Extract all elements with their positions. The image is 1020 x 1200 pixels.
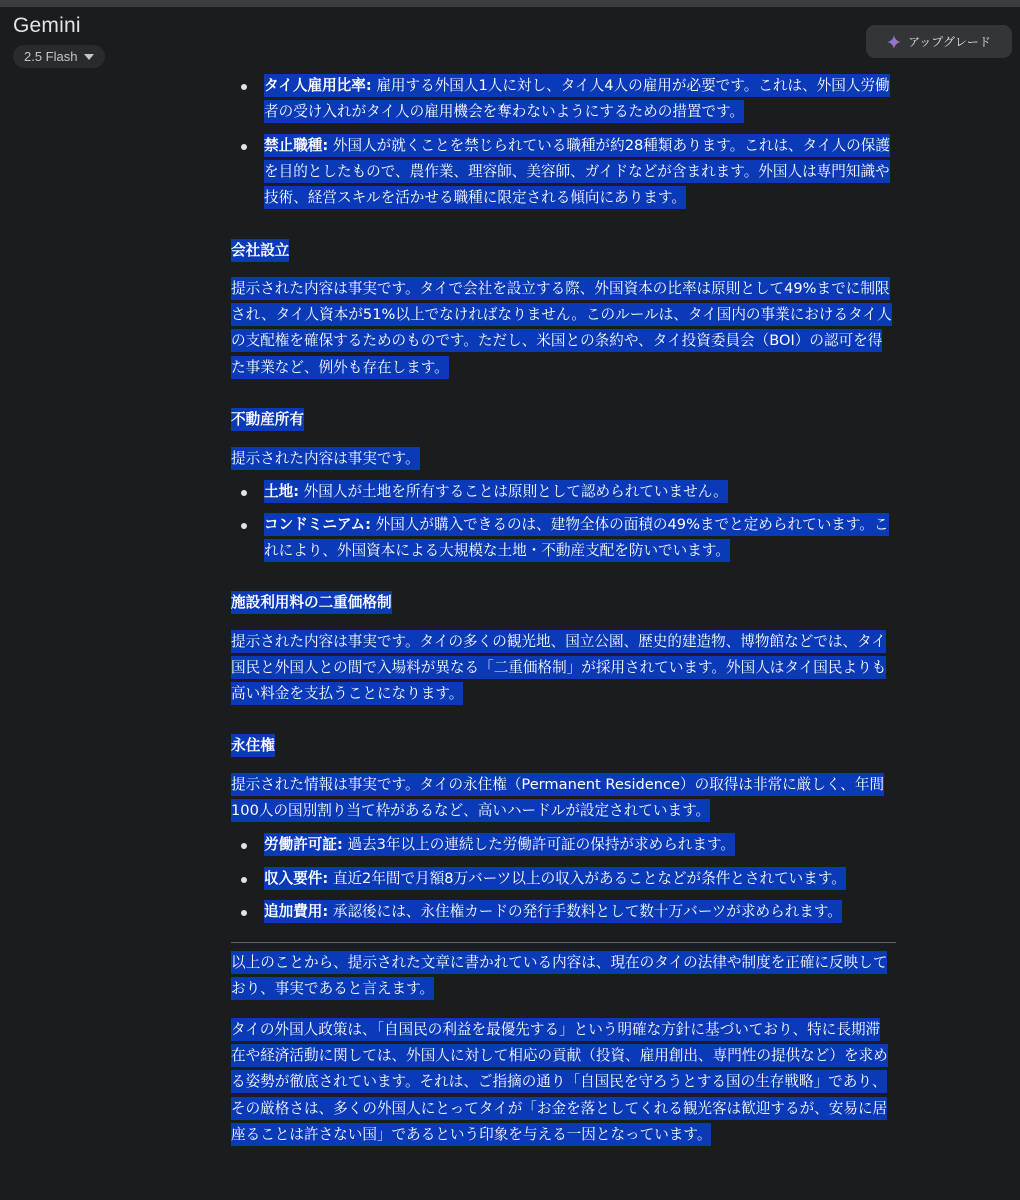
bullet-dot bbox=[241, 877, 247, 883]
sparkle-icon bbox=[887, 35, 901, 49]
bullet-dot bbox=[241, 843, 247, 849]
list-item-prohibited-occupations: 禁止職種: 外国人が就くことを禁じられている職種が約28種類あります。これは、タイ人の保護を目的としたもので、農作業、理容師、美容師、ガイドなどが含まれます。外国人は専門知識や技術、経営スキルを活かせる職種に限定される傾向にあります。 bbox=[264, 133, 894, 212]
bullet-dot bbox=[241, 910, 247, 916]
horizontal-divider bbox=[231, 942, 896, 943]
app-title: Gemini bbox=[13, 14, 81, 37]
heading-permanent-residence: 永住権 bbox=[231, 733, 275, 759]
list-item-land: 土地: 外国人が土地を所有することは原則として認められていません。 bbox=[264, 479, 894, 505]
upgrade-button[interactable] bbox=[866, 25, 1012, 58]
heading-dual-pricing: 施設利用料の二重価格制 bbox=[231, 590, 392, 616]
upgrade-label: アップグレード bbox=[908, 35, 991, 49]
bullet-dot bbox=[241, 144, 247, 150]
heading-real-estate: 不動産所有 bbox=[231, 407, 304, 433]
bullet-dot bbox=[241, 490, 247, 496]
bullet-dot bbox=[241, 84, 247, 90]
model-label: 2.5 Flash bbox=[24, 49, 78, 64]
paragraph-conclusion-1: 以上のことから、提示された文章に書かれている内容は、現在のタイの法律や制度を正確に反映しており、事実であると言えます。 bbox=[231, 950, 893, 1002]
paragraph-dual-pricing: 提示された内容は事実です。タイの多くの観光地、国立公園、歴史的建造物、博物館などでは、タイ国民と外国人との間で入場料が異なる「二重価格制」が採用されています。外国人はタイ国民よりも高い料金を支払うことになります。 bbox=[231, 629, 893, 708]
list-item-thai-employment-ratio: タイ人雇用比率: 雇用する外国人1人に対し、タイ人4人の雇用が必要です。これは、外国人労働者の受け入れがタイ人の雇用機会を奪わないようにするための措置です。 bbox=[264, 73, 894, 125]
list-item-income-requirement: 収入要件: 直近2年間で月額8万バーツ以上の収入があることなどが条件とされています。 bbox=[264, 866, 894, 892]
paragraph-conclusion-2: タイの外国人政策は、「自国民の利益を最優先する」という明確な方針に基づいており、特に長期滞在や経済活動に関しては、外国人に対して相応の貢献（投資、雇用創出、専門性の提供など）を求める姿勢が徹底されています。それは、ご指摘の通り「自国民を守ろうとする国の生存戦略」であり、その厳格さは、多くの外国人にとってタイが「お金を落としてくれる観光客は歓迎するが、安易に居座ることは許さない国」であるという印象を与える一因となっています。 bbox=[231, 1017, 893, 1148]
paragraph-permanent-residence: 提示された情報は事実です。タイの永住権（Permanent Residence）の取得は非常に厳しく、年間100人の国別割り当て枠があるなど、高いハードルが設定されています。 bbox=[231, 772, 893, 824]
list-item-additional-fee: 追加費用: 承認後には、永住権カードの発行手数料として数十万バーツが求められます。 bbox=[264, 899, 894, 925]
paragraph-real-estate: 提示された内容は事実です。 bbox=[231, 446, 893, 472]
bullet-dot bbox=[241, 523, 247, 529]
heading-company: 会社設立 bbox=[231, 238, 289, 264]
paragraph-company: 提示された内容は事実です。タイで会社を設立する際、外国資本の比率は原則として49%までに制限され、タイ人資本が51%以上でなければなりません。このルールは、タイ国内の事業におけるタイ人の支配権を確保するためのものです。ただし、米国との条約や、タイ投資委員会（BOI）の認可を得た事業など、例外も存在します。 bbox=[231, 276, 893, 381]
list-item-work-permit: 労働許可証: 過去3年以上の連続した労働許可証の保持が求められます。 bbox=[264, 832, 894, 858]
window-top-bar bbox=[0, 0, 1020, 7]
chevron-down-icon bbox=[84, 54, 94, 60]
list-item-condominium: コンドミニアム: 外国人が購入できるのは、建物全体の面積の49%までと定められています。これにより、外国資本による大規模な土地・不動産支配を防いでいます。 bbox=[264, 512, 894, 564]
model-selector[interactable] bbox=[13, 45, 105, 68]
